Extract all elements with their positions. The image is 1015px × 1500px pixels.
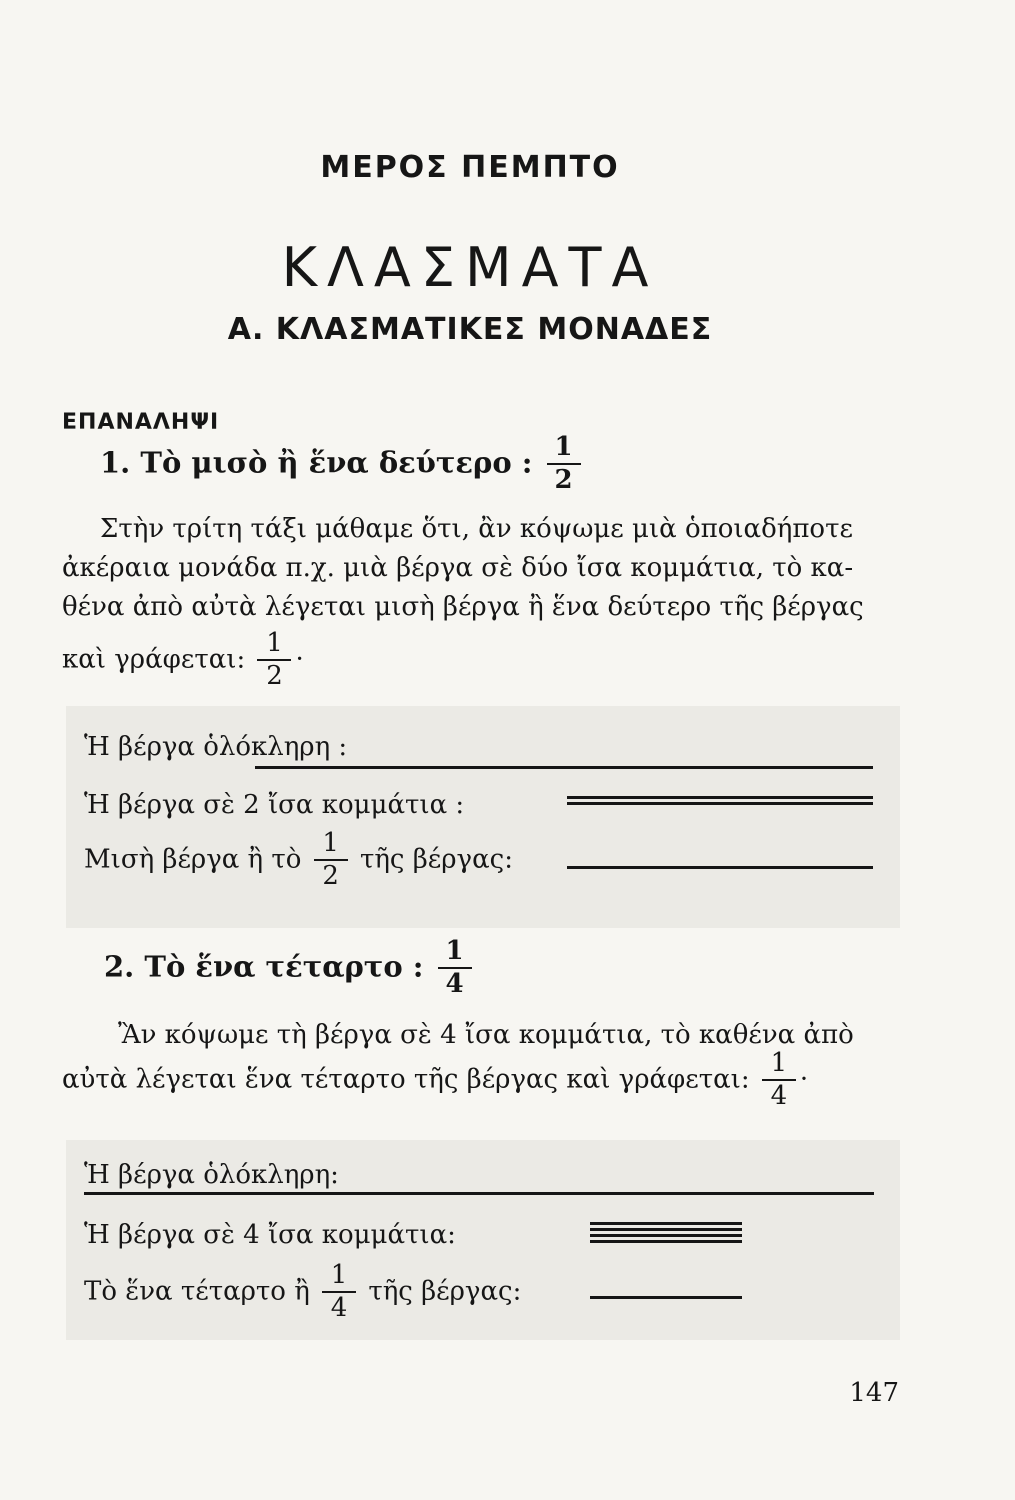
review-label: ΕΠΑΝΑΛΗΨΙ — [62, 410, 220, 435]
fraction-denominator: 2 — [322, 861, 339, 892]
page-number: 147 — [849, 1378, 899, 1408]
s2-quarter-rod-1 — [590, 1222, 742, 1225]
s2-row3-label-a: Τὸ ἕνα τέταρτο ἢ — [84, 1276, 310, 1307]
part-title: ΜΕΡΟΣ ΠΕΜΠΤΟ — [320, 150, 620, 185]
fraction-numerator: 1 — [266, 628, 283, 658]
section2-para-fraction — [762, 1050, 796, 1111]
s1-row3-label — [84, 830, 513, 891]
fraction-numerator: 1 — [445, 936, 464, 966]
s1-half-rod-result — [567, 866, 873, 869]
section2-para-line2-text: αὐτὰ λέγεται ἕνα τέταρτο τῆς βέργας καὶ γράφεται: — [62, 1064, 750, 1095]
s1-row3-label-a: Μισὴ βέργα ἢ τὸ — [84, 844, 302, 875]
section2-heading-fraction — [438, 938, 472, 999]
s2-quarter-rod-4 — [590, 1240, 742, 1243]
s1-row2-label: Ἡ βέργα σὲ 2 ἴσα κομμάτια : — [84, 790, 465, 820]
section2-para-end: · — [799, 1064, 809, 1095]
s2-whole-rod — [84, 1192, 874, 1195]
section1-para-line3: θένα ἀπὸ αὐτὰ λέγεται μισὴ βέργα ἢ ἕνα δεύτερο τῆς βέργας — [62, 592, 864, 622]
s2-row3-label-b: τῆς βέργας: — [368, 1276, 522, 1307]
s2-quarter-rod-3 — [590, 1234, 742, 1237]
section1-heading-fraction — [547, 434, 581, 495]
s2-row2-label: Ἡ βέργα σὲ 4 ἴσα κομμάτια: — [84, 1220, 456, 1250]
fraction-denominator: 4 — [770, 1081, 788, 1112]
fraction-denominator: 2 — [554, 465, 573, 496]
section2-heading — [104, 938, 476, 999]
s1-row1-label: Ἡ βέργα ὁλόκληρη : — [84, 732, 348, 762]
section1-heading — [100, 434, 585, 495]
section1-para-line2: ἀκέραια μονάδα π.χ. μιὰ βέργα σὲ δύο ἴσα κομμάτια, τὸ κα- — [62, 553, 854, 583]
section1-para-fraction — [257, 630, 291, 691]
s2-quarters-rods — [590, 1222, 742, 1246]
section2-para-line1: Ἂν κόψωμε τὴ βέργα σὲ 4 ἴσα κομμάτια, τὸ καθένα ἀπὸ — [118, 1020, 854, 1050]
fraction-numerator: 1 — [330, 1260, 348, 1290]
section1-para-line4-text: καὶ γράφεται: — [62, 644, 246, 675]
fraction-denominator: 2 — [266, 661, 283, 692]
section1-heading-text: 1. Τὸ μισὸ ἢ ἕνα δεύτερο : — [100, 445, 533, 480]
s2-row3-label — [84, 1262, 521, 1323]
s1-whole-rod — [255, 766, 873, 769]
section2-heading-text: 2. Τὸ ἕνα τέταρτο : — [104, 949, 424, 984]
section1-para-line1: Στὴν τρίτη τάξι μάθαμε ὅτι, ἂν κόψωμε μιὰ ὁποιαδήποτε — [100, 514, 853, 544]
section1-para-line4 — [62, 630, 304, 691]
s1-halves-rods — [567, 796, 873, 808]
s2-quarter-rod-result — [590, 1296, 742, 1299]
s2-row3-fraction — [322, 1262, 356, 1323]
s1-half-rod-1 — [567, 796, 873, 799]
fraction-numerator: 1 — [554, 432, 573, 462]
section2-para-line2 — [62, 1050, 808, 1111]
s1-row3-fraction — [314, 830, 348, 891]
s2-quarter-rod-2 — [590, 1228, 742, 1231]
s2-row1-label: Ἡ βέργα ὁλόκληρη: — [84, 1160, 339, 1190]
fraction-numerator: 1 — [770, 1048, 788, 1078]
section1-para-end: · — [295, 644, 304, 675]
main-title: ΚΛΑΣΜΑΤΑ — [281, 236, 659, 299]
s1-row3-label-b: τῆς βέργας: — [359, 844, 513, 875]
fraction-denominator: 4 — [330, 1293, 348, 1324]
s1-half-rod-2 — [567, 802, 873, 805]
fraction-numerator: 1 — [322, 828, 339, 858]
fraction-denominator: 4 — [445, 969, 464, 1000]
section-title: Α. ΚΛΑΣΜΑΤΙΚΕΣ ΜΟΝΑΔΕΣ — [227, 312, 713, 347]
